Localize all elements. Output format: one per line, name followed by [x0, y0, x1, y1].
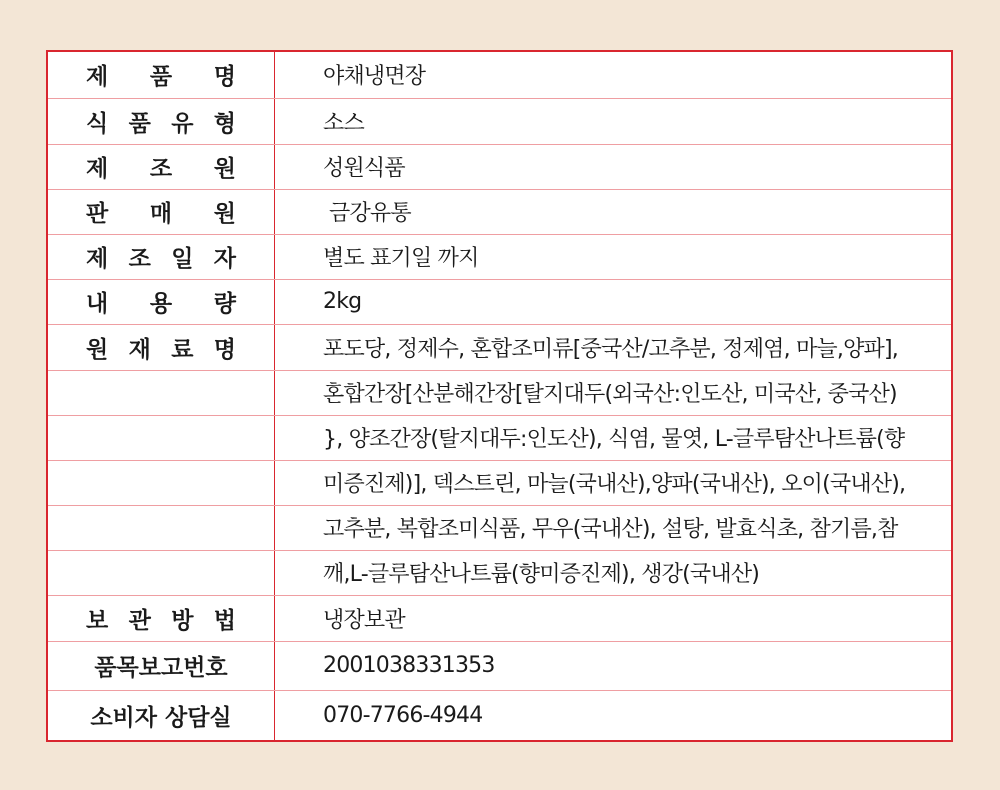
label-char: 용	[149, 291, 173, 317]
info-label-cell	[48, 690, 275, 740]
product-info-sheet	[46, 50, 953, 742]
info-row	[48, 144, 951, 189]
info-label-cell	[48, 370, 275, 415]
info-value: 별도 표기일 까지	[275, 234, 952, 279]
product-info-table	[48, 52, 951, 740]
label-char: 매	[149, 201, 173, 227]
info-row	[48, 52, 951, 98]
info-value: 고추분, 복합조미식품, 무우(국내산), 설탕, 발효식초, 참기름,참	[275, 505, 952, 550]
label-char: 내	[86, 291, 109, 317]
label-char: 형	[213, 110, 236, 137]
info-label	[48, 285, 274, 318]
label-char: 방	[171, 607, 194, 634]
info-row	[48, 234, 951, 279]
info-label-cell	[48, 279, 275, 324]
info-row	[48, 550, 951, 595]
info-value: 미증진제)], 덱스트린, 마늘(국내산),양파(국내산), 오이(국내산),	[275, 460, 952, 505]
label-char: 관	[128, 607, 151, 634]
label-char: 제	[86, 156, 109, 182]
info-label-cell	[48, 144, 275, 189]
info-value: 야채냉면장	[275, 52, 952, 98]
info-label-cell	[48, 234, 275, 279]
info-value: 금강유통	[275, 189, 952, 234]
info-value: }, 양조간장(탈지대두:인도산), 식염, 물엿, L-글루탐산나트륨(향	[275, 415, 952, 460]
info-label-cell	[48, 460, 275, 505]
info-row	[48, 415, 951, 460]
label-char: 량	[213, 291, 236, 317]
info-label-cell	[48, 641, 275, 690]
info-row	[48, 189, 951, 234]
label-char: 식	[86, 110, 109, 137]
label-char: 자	[213, 246, 236, 272]
info-label-cell	[48, 595, 275, 641]
info-value: 성원식품	[275, 144, 952, 189]
info-value: 2001038331353	[275, 641, 952, 690]
info-row	[48, 370, 951, 415]
info-label	[48, 58, 274, 91]
info-label-cell	[48, 189, 275, 234]
info-label-cell	[48, 52, 275, 98]
label-char: 조	[149, 156, 173, 182]
label-char: 보	[86, 607, 109, 634]
label-char: 법	[213, 607, 236, 634]
info-value: 070-7766-4944	[323, 702, 483, 728]
info-row	[48, 641, 951, 690]
info-row	[48, 279, 951, 324]
info-value: 포도당, 정제수, 혼합조미류[중국산/고추분, 정제염, 마늘,양파],	[275, 324, 952, 370]
info-value: 깨,L-글루탐산나트륨(향미증진제), 생강(국내산)	[275, 550, 952, 595]
info-label-cell	[48, 98, 275, 144]
label-char: 원	[213, 156, 236, 182]
info-row	[48, 98, 951, 144]
label-char: 원	[213, 201, 236, 227]
info-label	[48, 240, 274, 273]
label-char: 제	[86, 64, 109, 91]
label-char: 재	[128, 336, 151, 363]
info-label-cell	[48, 415, 275, 460]
label-char: 일	[171, 246, 194, 272]
info-label	[48, 150, 274, 183]
label-char: 료	[171, 336, 194, 363]
info-value: 혼합간장[산분해간장[탈지대두(외국산:인도산, 미국산, 중국산)	[275, 370, 952, 415]
label-char: 유	[171, 110, 194, 137]
product-info-body	[48, 52, 951, 740]
info-value: 소스	[275, 98, 952, 144]
label-char: 명	[213, 64, 236, 91]
info-label-cell	[48, 550, 275, 595]
info-label	[48, 105, 274, 138]
info-label: 소비자 상담실	[90, 704, 232, 731]
label-char: 원	[86, 336, 109, 363]
label-char: 명	[213, 336, 236, 363]
info-label-cell	[48, 505, 275, 550]
label-char: 판	[86, 201, 109, 227]
info-row	[48, 690, 951, 740]
info-value: 냉장보관	[275, 595, 952, 641]
info-row	[48, 460, 951, 505]
label-char: 조	[128, 246, 151, 272]
info-label	[48, 195, 274, 228]
info-value: 2kg	[275, 279, 952, 324]
info-label	[48, 602, 274, 635]
info-label	[48, 331, 274, 364]
info-row	[48, 595, 951, 641]
info-label: 품목보고번호	[94, 655, 228, 681]
info-label-cell	[48, 324, 275, 370]
label-char: 품	[128, 110, 151, 137]
info-row	[48, 505, 951, 550]
label-char: 제	[86, 246, 109, 272]
info-row	[48, 324, 951, 370]
label-char: 품	[149, 64, 173, 91]
